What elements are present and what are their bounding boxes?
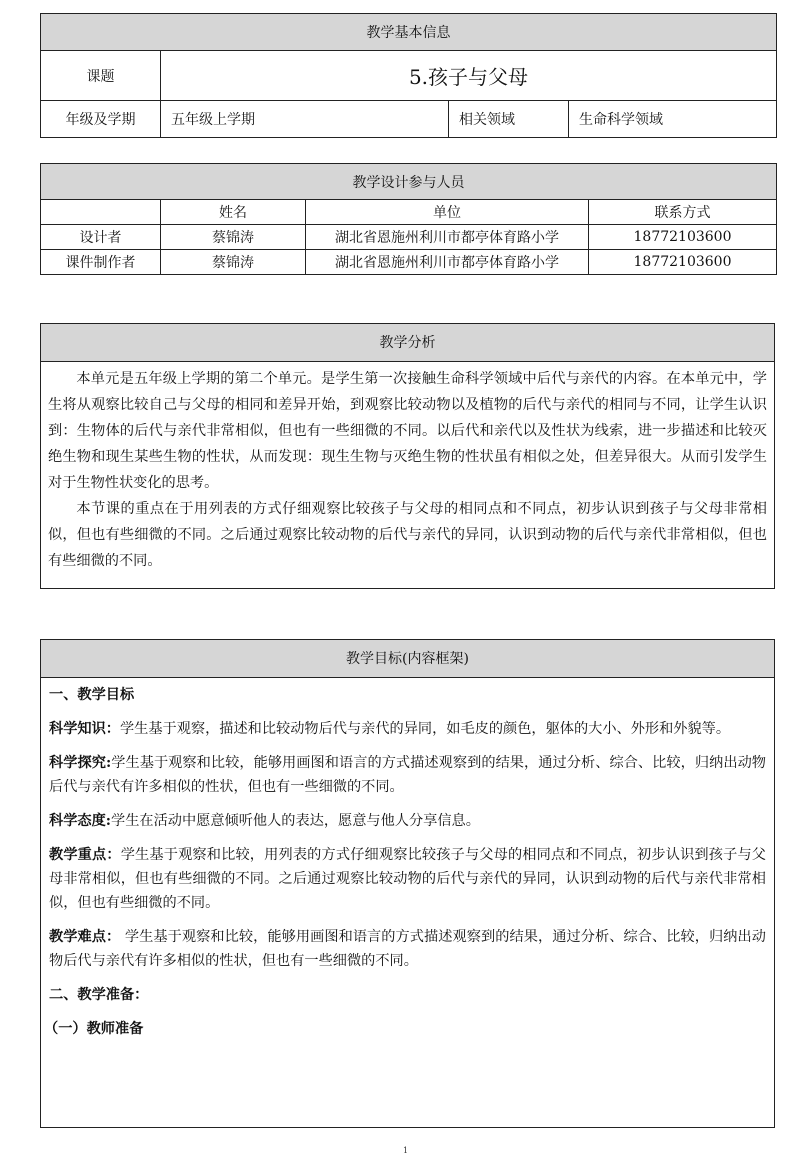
grade-value: 五年级上学期 <box>161 101 449 138</box>
cell-role: 课件制作者 <box>41 250 161 275</box>
section-title: （一）教师准备 <box>44 1021 144 1037</box>
analysis-paragraph: 本单元是五年级上学期的第二个单元。是学生第一次接触生命科学领域中后代与亲代的内容。在本单元中，学生将从观察比较自己与父母的相同和差异开始，到观察比较动物以及植物的后代与亲代的相同与不同，让学生认识到：生物体的后代与亲代非常相似，但也有一些细微的不同。以后代和亲代以及性状为线索，进一步描述和比较灭绝生物和现生某些生物的性状，从而发现：现生生物与灭绝生物的性状虽有相似之处，但差异很大。从而引发学生对于生物性状变化的思考。 <box>48 371 767 491</box>
domain-label: 相关领域 <box>449 101 569 138</box>
cell-contact: 18772103600 <box>589 225 777 250</box>
cell-contact: 18772103600 <box>589 250 777 275</box>
column-header-unit: 单位 <box>306 200 589 225</box>
objective-item <box>41 717 774 741</box>
objective-item <box>41 925 774 973</box>
cell-name: 蔡锦涛 <box>161 225 306 250</box>
objectives-header: 教学目标(内容框架) <box>41 640 774 678</box>
basic-info-header: 教学基本信息 <box>41 14 777 51</box>
section-title: 二、教学准备： <box>49 987 149 1003</box>
objective-item <box>41 809 774 833</box>
basic-info-table <box>40 13 777 138</box>
objective-text: 学生基于观察，描述和比较动物后代与亲代的异同，如毛皮的颜色，躯体的大小、外形和外貌等。 <box>119 721 731 737</box>
objective-label: 科学态度: <box>49 813 111 829</box>
participants-header: 教学设计参与人员 <box>41 164 777 200</box>
cell-unit: 湖北省恩施州利川市都亭体育路小学 <box>306 250 589 275</box>
objective-text: 学生在活动中愿意倾听他人的表达，愿意与他人分享信息。 <box>111 813 480 829</box>
section-title: 一、教学目标 <box>49 687 135 703</box>
table-row <box>41 250 777 275</box>
table-row <box>41 225 777 250</box>
domain-value: 生命科学领域 <box>569 101 777 138</box>
objective-item <box>41 751 774 799</box>
participants-table <box>40 163 777 275</box>
objective-label: 科学知识： <box>49 721 120 737</box>
topic-label: 课题 <box>41 51 161 101</box>
analysis-header: 教学分析 <box>41 324 774 362</box>
objective-text: 学生基于观察和比较，能够用画图和语言的方式描述观察到的结果，通过分析、综合、比较，归纳出动物后代与亲代有许多相似的性状，但也有一些细微的不同。 <box>49 755 766 795</box>
cell-unit: 湖北省恩施州利川市都亭体育路小学 <box>306 225 589 250</box>
cell-name: 蔡锦涛 <box>161 250 306 275</box>
grade-label: 年级及学期 <box>41 101 161 138</box>
column-header-name: 姓名 <box>161 200 306 225</box>
column-header-role <box>41 200 161 225</box>
objective-label: 教学难点： <box>49 929 121 945</box>
analysis-paragraph: 本节课的重点在于用列表的方式仔细观察比较孩子与父母的相同点和不同点，初步认识到孩子与父母非常相似，但也有些细微的不同。之后通过观察比较动物的后代与亲代的异同，认识到动物的后代与亲代非常相似，但也有些细微的不同。 <box>48 501 767 569</box>
objectives-section <box>40 639 775 1128</box>
page-number: 1 <box>403 1146 409 1155</box>
objective-label: 教学重点： <box>49 847 121 863</box>
topic-value: 5.孩子与父母 <box>161 51 777 101</box>
analysis-section <box>40 323 775 589</box>
objective-label: 科学探究: <box>49 755 112 771</box>
objective-text: 学生基于观察和比较，用列表的方式仔细观察比较孩子与父母的相同点和不同点，初步认识到孩子与父母非常相似，但也有些细微的不同。之后通过观察比较动物的后代与亲代的异同，认识到动物的后代与亲代非常相似，但也有些细微的不同。 <box>49 847 766 911</box>
objective-text: 学生基于观察和比较，能够用画图和语言的方式描述观察到的结果，通过分析、综合、比较，归纳出动物后代与亲代有许多相似的性状，但也有一些细微的不同。 <box>49 929 766 969</box>
cell-role: 设计者 <box>41 225 161 250</box>
objective-item <box>41 843 774 915</box>
column-header-contact: 联系方式 <box>589 200 777 225</box>
